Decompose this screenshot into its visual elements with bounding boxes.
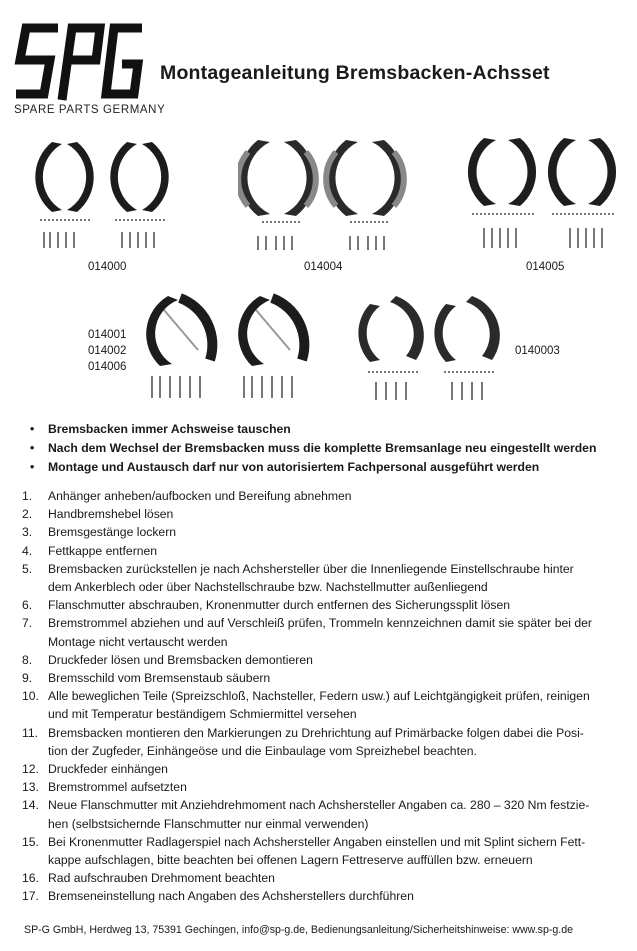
step-number: 11.: [22, 725, 39, 740]
kit-014001-image: [138, 290, 318, 408]
step-text: Druckfeder lösen und Bremsbacken demontieren: [48, 652, 313, 667]
kit-014000-image: [22, 132, 192, 262]
step-text: Neue Flanschmutter mit Anziehdrehmoment nach Achshersteller Angaben ca. 280 – 320 Nm festzie-: [48, 798, 590, 813]
step-item: [22, 887, 622, 905]
step-number: 5.: [22, 561, 33, 576]
step-text: hen (selbstsichernde Flanschmutter nur einmal verwenden): [48, 816, 369, 831]
step-item: [22, 560, 622, 596]
step-item: [22, 523, 622, 541]
step-text: Handbremshebel lösen: [48, 507, 174, 522]
step-item: [22, 687, 622, 723]
kit-codes-014001-014002-014006: [88, 327, 126, 375]
step-number: 17.: [22, 889, 39, 904]
step-text: Bremsbacken montieren den Markierungen zu Drehrichtung auf Primärbacke folgen dabei die Posi-: [48, 725, 584, 740]
brake-shoe-icon: [35, 142, 168, 212]
step-item: [22, 724, 622, 760]
step-number: 8.: [22, 652, 33, 667]
warning-item: • Nach dem Wechsel der Bremsbacken muss die komplette Bremsanlage neu eingestellt werden: [30, 439, 630, 458]
step-item: [22, 651, 622, 669]
kit-014004-image: [238, 132, 418, 262]
step-item: [22, 833, 622, 869]
step-number: 9.: [22, 671, 33, 686]
step-item: [22, 614, 622, 650]
spg-logo: [14, 20, 166, 116]
step-text: Bremsbacken zurückstellen je nach Achshersteller über die Innenliegende Einstellschraube hinter: [48, 561, 574, 576]
step-text: Flanschmutter abschrauben, Kronenmutter durch entfernen des Sicherungssplit lösen: [48, 598, 511, 613]
step-text: tion der Zugfeder, Einhängeöse und die Einbaulage vom Spreizhebel beachten.: [48, 743, 477, 758]
kit-0140003-image: [356, 290, 506, 408]
warning-item: • Montage und Austausch darf nur von autorisiertem Fachpersonal ausgeführt werden: [30, 458, 630, 477]
instruction-steps: [22, 487, 622, 906]
step-number: 16.: [22, 871, 39, 886]
step-text: dem Ankerblech oder über Nachstellschraube bzw. Nachstellmutter außenliegend: [48, 580, 488, 595]
step-item: [22, 869, 622, 887]
step-text: Druckfeder einhängen: [48, 762, 168, 777]
step-text: Montage nicht vertauscht werden: [48, 634, 228, 649]
kit-code-014002: 014002: [88, 345, 127, 357]
step-text: Bremstrommel aufsetzten: [48, 780, 187, 795]
step-number: 14.: [22, 798, 39, 813]
warning-list: [30, 420, 630, 477]
kit-code-0140003: 0140003: [515, 345, 560, 357]
step-text: Bremsgestänge lockern: [48, 525, 177, 540]
step-number: 1.: [22, 489, 33, 503]
step-number: 2.: [22, 507, 33, 522]
page-title: Montageanleitung Bremsbacken-Achsset: [160, 62, 550, 84]
step-number: 6.: [22, 598, 33, 613]
step-item: [22, 542, 622, 560]
step-item: [22, 669, 622, 687]
kit-code-014001: 014001: [88, 329, 127, 341]
step-item: [22, 760, 622, 778]
kit-code-014006: 014006: [88, 361, 127, 373]
step-number: 10.: [22, 689, 39, 704]
step-number: 13.: [22, 780, 39, 795]
kit-code-014004: 014004: [304, 261, 343, 273]
step-item: [22, 796, 622, 832]
step-item: [22, 505, 622, 523]
step-number: 7.: [22, 616, 33, 631]
step-text: kappe aufschlagen, bitte beachten bei offenen Lagern Fettreserve auffüllen bzw. erneuern: [48, 853, 533, 868]
kit-code-014000: 014000: [88, 261, 127, 273]
kit-code-014005: 014005: [526, 261, 565, 273]
step-text: Alle beweglichen Teile (Spreizschloß, Nachsteller, Federn usw.) auf Leichtgängigkeit prüfen, reinigen: [48, 689, 590, 704]
step-item: [22, 487, 622, 505]
step-text: Fettkappe entfernen: [48, 543, 158, 558]
spg-logo-mark: [14, 20, 146, 102]
step-text: Bremsschild vom Bremsenstaub säubern: [48, 671, 271, 686]
step-item: [22, 596, 622, 614]
logo-subtitle: SPARE PARTS GERMANY: [14, 104, 166, 116]
step-number: 4.: [22, 543, 33, 558]
step-number: 12.: [22, 762, 39, 777]
step-text: Bremstrommel abziehen und auf Verschleiß prüfen, Trommeln kennzeichnen damit sie später bei der: [48, 616, 592, 631]
kit-014005-image: [466, 132, 626, 262]
footer-contact: SP-G GmbH, Herdweg 13, 75391 Gechingen, info@sp-g.de, Bedienungsanleitung/Sicherheitshinweise: www.sp-g.de: [24, 924, 573, 936]
step-text: Anhänger anheben/aufbocken und Bereifung abnehmen: [48, 489, 352, 503]
step-text: Bei Kronenmutter Radlagerspiel nach Achshersteller Angaben einstellen und mit Splint sichern Fett-: [48, 834, 586, 849]
step-text: und mit Temperatur beständigem Schmiermittel versehen: [48, 707, 357, 722]
step-number: 3.: [22, 525, 33, 540]
warning-item: • Bremsbacken immer Achsweise tauschen: [30, 420, 630, 439]
step-text: Bremseneinstellung nach Angaben des Achsherstellers durchführen: [48, 889, 414, 904]
step-item: [22, 778, 622, 796]
step-number: 15.: [22, 834, 39, 849]
step-text: Rad aufschrauben Drehmoment beachten: [48, 871, 275, 886]
